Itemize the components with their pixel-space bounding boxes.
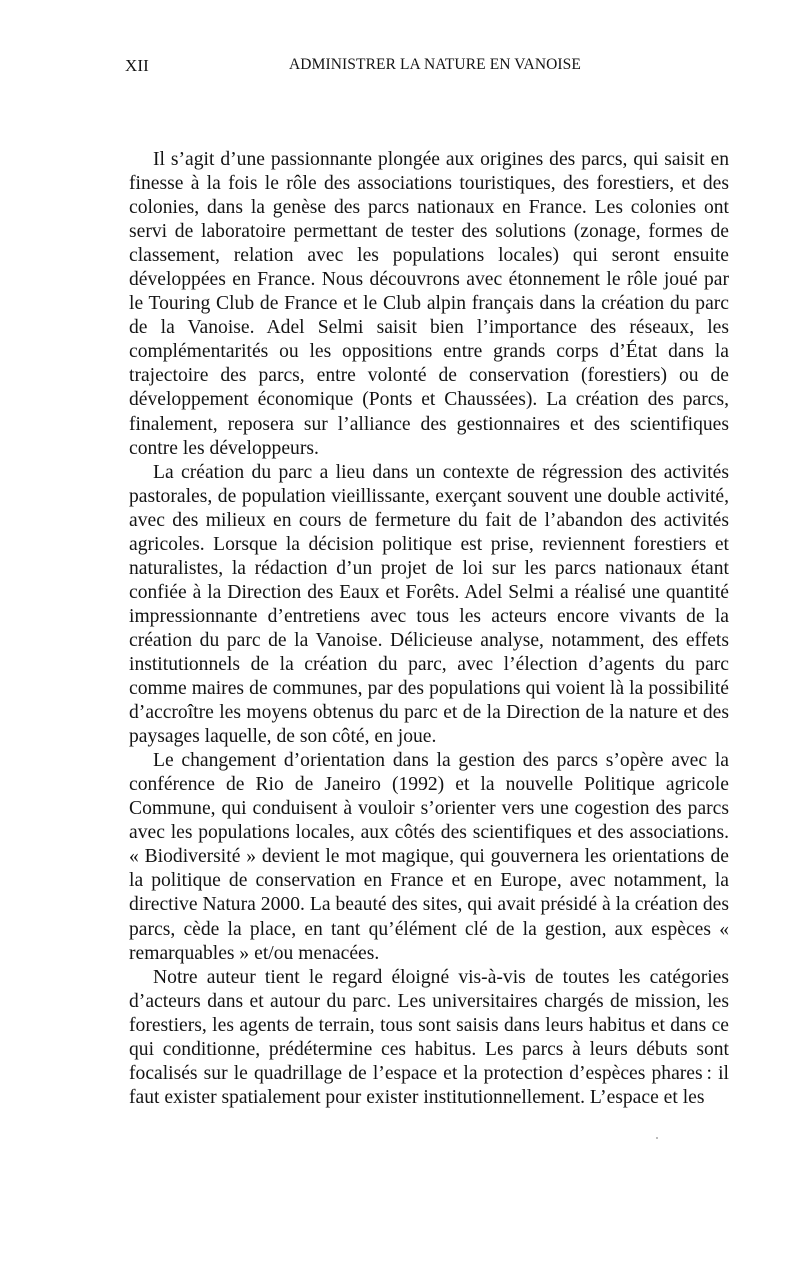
running-title: ADMINISTRER LA NATURE EN VANOISE [289, 56, 581, 73]
body-text [129, 148, 729, 1110]
paragraph: Le changement d’orientation dans la gestion des parcs s’opère avec la conférence de Rio de Janeiro (1992) et la nouvelle Politique agricole Commune, qui conduisent à vouloir s’orienter vers une cogestion des parcs avec les populations locales, aux côtés des scientifiques et des associations. « Biodiversité » devient le mot magique, qui gouvernera les orientations de la politique de conservation en France et en Europe, avec notamment, la directive Natura 2000. La beauté des sites, qui avait présidé à la création des parcs, cède la place, en tant qu’élément clé de la gestion, aux espèces « remarquables » et/ou menacées. [129, 750, 729, 964]
page-number: XII [125, 56, 149, 75]
running-head [125, 56, 725, 80]
paragraph: Notre auteur tient le regard éloigné vis-à-vis de toutes les catégories d’acteurs dans et autour du parc. Les universitaires chargés de mission, les forestiers, les agents de terrain, tous sont saisis dans leurs habitus et dans ce qui conditionne, prédétermine ces habitus. Les parcs à leurs débuts sont focalisés sur le quadrillage de l’espace et la protection d’espèces phares : il faut exister spatialement pour exister institutionnellement. L’espace et les [129, 966, 729, 1108]
paragraph: Il s’agit d’une passionnante plongée aux origines des parcs, qui saisit en finesse à la fois le rôle des associations touristiques, des forestiers, et des colonies, dans la genèse des parcs nationaux en France. Les colonies ont servi de laboratoire permettant de tester des solutions (zonage, formes de classement, relation avec les populations locales) qui seront ensuite développées en France. Nous découvrons avec étonnement le rôle joué par le Touring Club de France et le Club alpin français dans la création du parc de la Vanoise. Adel Selmi saisit bien l’importance des réseaux, les complémentarités ou les oppositions entre grands corps d’État dans la trajectoire des parcs, entre volonté de conservation (forestiers) ou de développement économique (Ponts et Chaussées). La création des parcs, finalement, reposera sur l’alliance des gestionnaires et des scientifiques contre les développeurs. [129, 149, 729, 459]
scan-speck [656, 1137, 658, 1139]
paragraph: La création du parc a lieu dans un contexte de régression des activités pastorales, de population vieillissante, exerçant souvent une double activité, avec des milieux en cours de fermeture du fait de l’abandon des activités agricoles. Lorsque la décision politique est prise, reviennent forestiers et naturalistes, la rédaction d’un projet de loi sur les parcs nationaux étant confiée à la Direction des Eaux et Forêts. Adel Selmi a réalisé une quantité impressionnante d’entretiens avec tous les acteurs encore vivants de la création du parc de la Vanoise. Délicieuse analyse, notamment, des effets institutionnels de la création du parc, avec l’élection d’agents du parc comme maires de communes, par des populations qui voient là la possibilité d’accroître les moyens obtenus du parc et de la Direction de la nature et des paysages laquelle, de son côté, en joue. [129, 461, 729, 748]
